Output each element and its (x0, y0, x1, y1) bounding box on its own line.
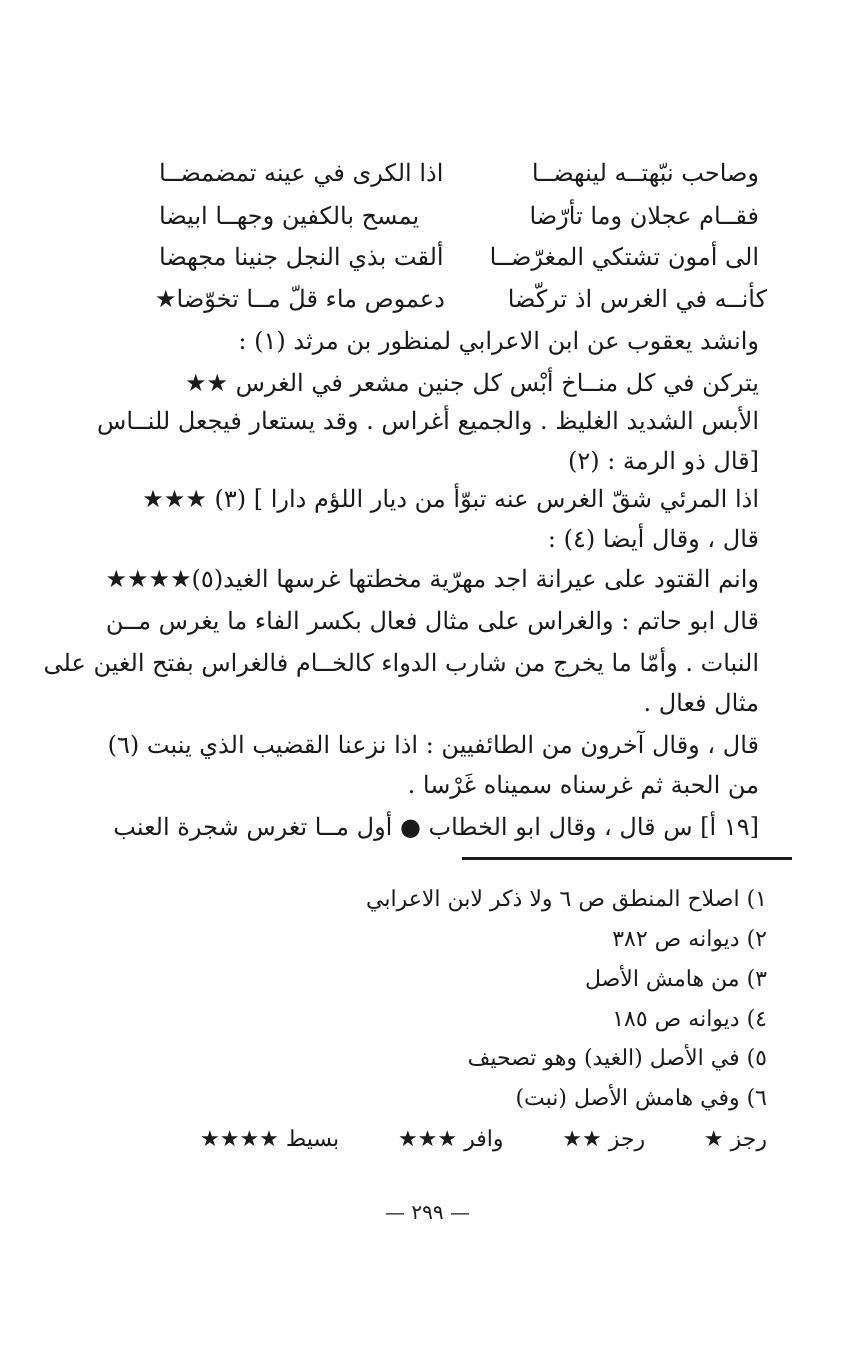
body-line: قال ، وقال أيضا (٤) : (547, 525, 759, 553)
footnote: ٢) ديوانه ص ٣٨٢ (612, 927, 767, 952)
verse-line (159, 156, 759, 190)
body-line: من الحبة ثم غرسناه سميناه غَرْسا . (407, 771, 759, 799)
verse-hemistich-first: الى أمون تشتكي المغرّضــا (489, 243, 759, 271)
body-line: وانشد يعقوب عن ابن الاعرابي لمنظور بن مرثد (١) : (238, 327, 759, 355)
verse-hemistich-first: فقــام عجلان وما تأرّضا (529, 202, 759, 230)
footnote-divider (462, 857, 792, 860)
verse-line: اذا المرئي شقّ الغرس عنه تبوّأ من ديار اللؤم دارا ] (٣) ★★★ (142, 485, 759, 513)
page-number: — ٢٩٩ — (385, 1200, 470, 1224)
footnote: ٦) وفي هامش الأصل (نبت) (515, 1086, 767, 1111)
verse-hemistich-second: يمسح بالكفين وجهــا ابيضا (159, 202, 420, 230)
verse-hemistich-second: ألقت بذي النجل جنينا مجهضا (159, 243, 444, 271)
footnote: ٤) ديوانه ص ١٨٥ (612, 1007, 767, 1032)
verse-line (159, 240, 759, 274)
meter-legend (200, 1125, 767, 1155)
body-line: [١٩ أ] س قال ، وقال ابو الخطاب ● أول مــا تغرس شجرة العنب (113, 813, 759, 841)
body-line: الأبس الشديد الغليظ . والجميع أغراس . وقد يستعار فيجعل للنــاس (97, 407, 759, 435)
verse-line: وانم القتود على عيرانة اجد مهرّية مخطتها غرسها الغيد(٥)★★★★ (105, 565, 759, 593)
meter-wafir: ★★★ وافر (397, 1127, 504, 1152)
verse-hemistich-second: دعموص ماء قلّ مــا تخوّضا★ (155, 285, 445, 313)
verse-hemistich-first: كأنــه في الغرس اذ تركّضا (507, 285, 767, 313)
footnote: ١) اصلاح المنطق ص ٦ ولا ذكر لابن الاعرابي (366, 887, 767, 912)
footnote: ٣) من هامش الأصل (584, 967, 767, 992)
meter-basit: ★★★★ بسيط (200, 1127, 340, 1152)
verse-line (159, 199, 759, 233)
verse-line: يتركن في كل منــاخ أبْس كل جنين مشعر في الغرس ★★ (184, 369, 759, 397)
body-line: [قال ذو الرمة : (٢) (567, 447, 759, 475)
meter-rajaz-2: ★★ رجز (562, 1127, 646, 1152)
footnote: ٥) في الأصل (الغيد) وهو تصحيف (467, 1046, 767, 1071)
meter-rajaz-1: ★ رجز (703, 1127, 767, 1152)
verse-hemistich-first: وصاحب نبّهتــه لينهضــا (531, 159, 759, 187)
verse-line (155, 282, 767, 316)
body-line: النبات . وأمّا ما يخرج من شارب الدواء كالخــام فالغراس بفتح الغين على (43, 649, 759, 677)
body-line: مثال فعال . (643, 689, 759, 717)
verse-hemistich-second: اذا الكرى في عينه تمضمضــا (159, 159, 444, 187)
body-line: قال ، وقال آخرون من الطائفيين : اذا نزعنا القضيب الذي ينبت (٦) (107, 731, 759, 759)
body-line: قال ابو حاتم : والغراس على مثال فعال بكسر الفاء ما يغرس مــن (105, 607, 759, 635)
